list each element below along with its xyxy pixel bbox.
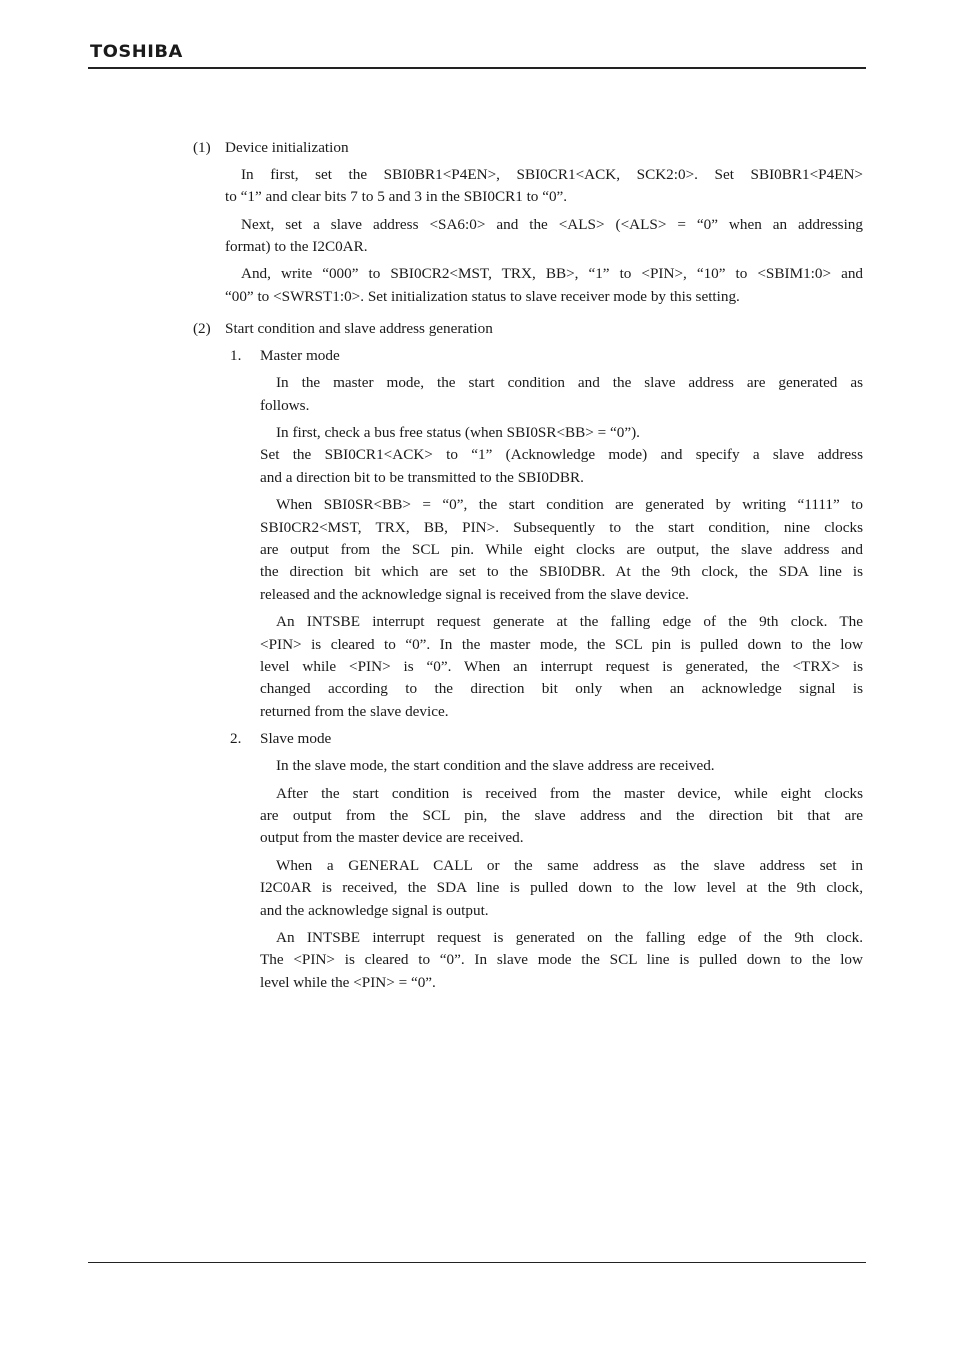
paragraph-line: released and the acknowledge signal is received from the slave device. [260, 586, 689, 603]
paragraph-line: An INTSBE interrupt request is generated on the falling edge of the 9th clock. [276, 929, 863, 946]
paragraph-line: and a direction bit to be transmitted to the SBI0DBR. [260, 469, 584, 486]
master-mode-number: 1. [230, 347, 242, 364]
master-mode-title: Master mode [260, 347, 340, 364]
slave-mode-title: Slave mode [260, 730, 332, 747]
paragraph-line: are output from the SCL pin. While eight clocks are output, the slave address and [260, 541, 863, 558]
section-2-number: (2) [193, 320, 211, 337]
toshiba-logo: TOSHIBA [90, 42, 183, 62]
header-rule [88, 67, 866, 69]
paragraph-line: The <PIN> is cleared to “0”. In slave mode the SCL line is pulled down to the low [260, 951, 863, 968]
paragraph-line: In first, set the SBI0BR1<P4EN>, SBI0CR1<ACK, SCK2:0>. Set SBI0BR1<P4EN> [241, 166, 863, 183]
paragraph-line: output from the master device are received. [260, 829, 524, 846]
paragraph-line: Set the SBI0CR1<ACK> to “1” (Acknowledge mode) and specify a slave address [260, 446, 863, 463]
paragraph-line: returned from the slave device. [260, 703, 449, 720]
paragraph-line: changed according to the direction bit only when an acknowledge signal is [260, 680, 863, 697]
paragraph-line: and the acknowledge signal is output. [260, 902, 489, 919]
paragraph-line: I2C0AR is received, the SDA line is pulled down to the low level at the 9th clock, [260, 879, 863, 896]
paragraph-line: In first, check a bus free status (when SBI0SR<BB> = “0”). [276, 424, 640, 441]
paragraph-line: When SBI0SR<BB> = “0”, the start condition are generated by writing “1111” to [276, 496, 863, 513]
paragraph-line: are output from the SCL pin, the slave address and the direction bit that are [260, 807, 863, 824]
slave-mode-number: 2. [230, 730, 242, 747]
section-2-title: Start condition and slave address generation [225, 320, 493, 337]
paragraph-line: the direction bit which are set to the SBI0DBR. At the 9th clock, the SDA line is [260, 563, 863, 580]
paragraph-line: follows. [260, 397, 310, 414]
paragraph-line: level while <PIN> is “0”. When an interrupt request is generated, the <TRX> is [260, 658, 863, 675]
paragraph-line: An INTSBE interrupt request generate at the falling edge of the 9th clock. The [276, 613, 863, 630]
paragraph-line: to “1” and clear bits 7 to 5 and 3 in the SBI0CR1 to “0”. [225, 188, 568, 205]
paragraph-line: format) to the I2C0AR. [225, 238, 368, 255]
paragraph-line: SBI0CR2<MST, TRX, BB, PIN>. Subsequently to the start condition, nine clocks [260, 519, 863, 536]
paragraph-line: “00” to <SWRST1:0>. Set initialization status to slave receiver mode by this setting. [225, 288, 740, 305]
paragraph-line: In the slave mode, the start condition and the slave address are received. [276, 757, 715, 774]
paragraph-line: After the start condition is received from the master device, while eight clocks [276, 785, 863, 802]
paragraph-line: In the master mode, the start condition and the slave address are generated as [276, 374, 863, 391]
section-1-title: Device initialization [225, 139, 349, 156]
paragraph-line: <PIN> is cleared to “0”. In the master mode, the SCL pin is pulled down to the low [260, 636, 863, 653]
section-1-number: (1) [193, 139, 211, 156]
footer-rule [88, 1262, 866, 1263]
paragraph-line: level while the <PIN> = “0”. [260, 974, 436, 991]
paragraph-line: When a GENERAL CALL or the same address as the slave address set in [276, 857, 863, 874]
paragraph-line: And, write “000” to SBI0CR2<MST, TRX, BB>, “1” to <PIN>, “10” to <SBIM1:0> and [241, 265, 863, 282]
paragraph-line: Next, set a slave address <SA6:0> and the <ALS> (<ALS> = “0” when an addressing [241, 216, 863, 233]
